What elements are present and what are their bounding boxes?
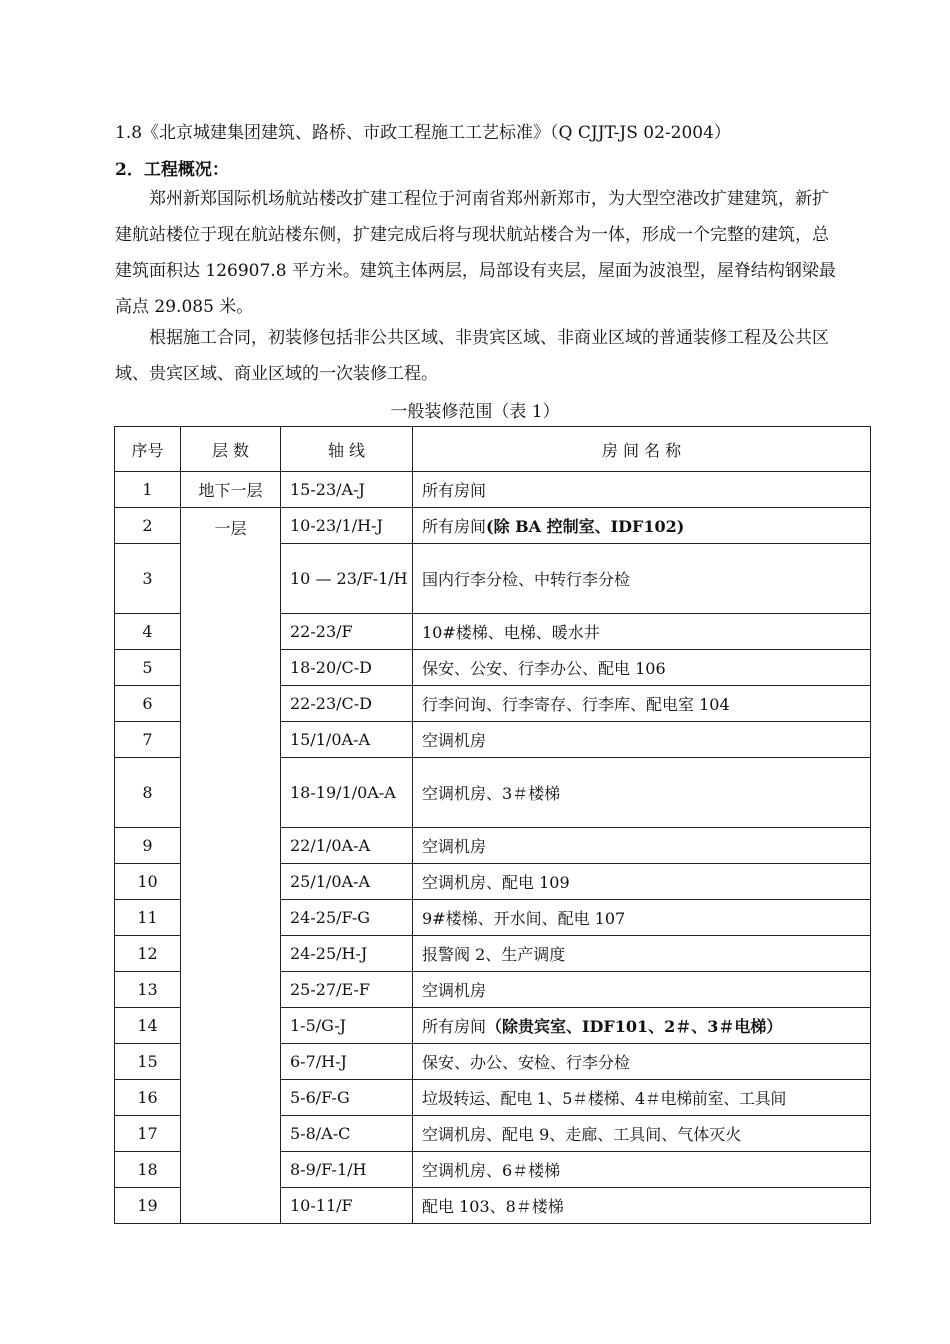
header-axis: 轴 线 xyxy=(281,427,413,472)
room-cell xyxy=(413,1008,871,1044)
row-number: 13 xyxy=(115,972,181,1008)
section-heading: 2．工程概况： xyxy=(115,160,229,180)
floor-cell: 一层 xyxy=(181,508,281,1224)
room-text: 报警阀 2、生产调度 xyxy=(422,945,566,964)
row-number: 16 xyxy=(115,1080,181,1116)
axis-cell: 22/1/0A-A xyxy=(281,828,413,864)
axis-cell: 1-5/G-J xyxy=(281,1008,413,1044)
room-text: 配电 103、8＃楼梯 xyxy=(422,1197,564,1216)
room-cell xyxy=(413,686,871,722)
row-number: 12 xyxy=(115,936,181,972)
room-cell xyxy=(413,1188,871,1224)
room-text: 所有房间 xyxy=(422,517,487,536)
axis-cell: 10-23/1/H-J xyxy=(281,508,413,544)
axis-cell: 5-8/A-C xyxy=(281,1116,413,1152)
row-number: 1 xyxy=(115,472,181,508)
row-number: 19 xyxy=(115,1188,181,1224)
room-cell xyxy=(413,722,871,758)
room-cell xyxy=(413,1116,871,1152)
overview-paragraph-2-text: 根据施工合同，初装修包括非公共区域、非贵宾区域、非商业区域的普通装修工程及公共区域、贵宾区域、商业区域的一次装修工程。 xyxy=(115,328,829,384)
room-text: 所有房间 xyxy=(422,1017,487,1036)
room-text: 9#楼梯、开水间、配电 107 xyxy=(422,909,626,928)
room-cell xyxy=(413,758,871,828)
room-text: 行李问询、行李寄存、行李库、配电室 104 xyxy=(422,695,730,714)
room-text: 10#楼梯、电梯、暖水井 xyxy=(422,623,600,642)
room-cell xyxy=(413,1152,871,1188)
floor-cell: 地下一层 xyxy=(181,472,281,508)
table-row xyxy=(115,508,871,544)
axis-cell: 24-25/F-G xyxy=(281,900,413,936)
row-number: 6 xyxy=(115,686,181,722)
room-cell xyxy=(413,544,871,614)
room-text: 所有房间 xyxy=(422,481,487,500)
axis-cell: 10 — 23/F-1/H xyxy=(281,544,413,614)
room-text: 保安、办公、安检、行李分检 xyxy=(422,1053,631,1072)
row-number: 15 xyxy=(115,1044,181,1080)
room-cell xyxy=(413,614,871,650)
axis-cell: 5-6/F-G xyxy=(281,1080,413,1116)
room-cell xyxy=(413,1044,871,1080)
room-cell xyxy=(413,1080,871,1116)
room-text: 垃圾转运、配电 1、5＃楼梯、4＃电梯前室、工具间 xyxy=(422,1089,787,1108)
overview-paragraph-1-text: 郑州新郑国际机场航站楼改扩建工程位于河南省郑州新郑市，为大型空港改扩建建筑，新扩建航站楼位于现在航站楼东侧，扩建完成后将与现状航站楼合为一体，形成一个完整的建筑，总建筑面积达 126907.8 平方米。建筑主体两层，局部设有夹层，屋面为波浪型，屋脊结构钢梁最高点 29.085 米。 xyxy=(115,189,836,317)
room-cell xyxy=(413,900,871,936)
row-number: 3 xyxy=(115,544,181,614)
room-text: 空调机房、6＃楼梯 xyxy=(422,1161,561,1180)
room-text: 空调机房、3＃楼梯 xyxy=(422,784,561,803)
overview-paragraph-1 xyxy=(115,181,845,325)
axis-cell: 25-27/E-F xyxy=(281,972,413,1008)
room-text: 空调机房、配电 109 xyxy=(422,873,570,892)
room-exception: (除 BA 控制室、IDF102) xyxy=(486,517,685,536)
room-cell xyxy=(413,972,871,1008)
axis-cell: 18-19/1/0A-A xyxy=(281,758,413,828)
room-text: 空调机房 xyxy=(422,981,487,1000)
room-cell xyxy=(413,650,871,686)
room-cell xyxy=(413,828,871,864)
row-number: 8 xyxy=(115,758,181,828)
room-cell xyxy=(413,936,871,972)
axis-cell: 24-25/H-J xyxy=(281,936,413,972)
room-text: 国内行李分检、中转行李分检 xyxy=(422,570,631,589)
row-number: 2 xyxy=(115,508,181,544)
table-row xyxy=(115,472,871,508)
axis-cell: 8-9/F-1/H xyxy=(281,1152,413,1188)
room-cell xyxy=(413,472,871,508)
row-number: 14 xyxy=(115,1008,181,1044)
row-number: 17 xyxy=(115,1116,181,1152)
room-text: 空调机房 xyxy=(422,837,487,856)
axis-cell: 25/1/0A-A xyxy=(281,864,413,900)
row-number: 4 xyxy=(115,614,181,650)
standard-reference: 1.8《北京城建集团建筑、路桥、市政工程施工工艺标准》（Q CJJT-JS 02-2004） xyxy=(115,123,731,143)
row-number: 5 xyxy=(115,650,181,686)
room-text: 空调机房、配电 9、走廊、工具间、气体灭火 xyxy=(422,1125,742,1144)
room-cell xyxy=(413,864,871,900)
axis-cell: 15/1/0A-A xyxy=(281,722,413,758)
row-number: 11 xyxy=(115,900,181,936)
decoration-scope-table xyxy=(114,426,871,1224)
row-number: 18 xyxy=(115,1152,181,1188)
room-text: 保安、公安、行李办公、配电 106 xyxy=(422,659,666,678)
room-text: 空调机房 xyxy=(422,731,487,750)
header-room-name: 房 间 名 称 xyxy=(413,427,871,472)
axis-cell: 6-7/H-J xyxy=(281,1044,413,1080)
header-number: 序号 xyxy=(115,427,181,472)
row-number: 7 xyxy=(115,722,181,758)
axis-cell: 10-11/F xyxy=(281,1188,413,1224)
room-exception: （除贵宾室、IDF101、2＃、3＃电梯） xyxy=(486,1017,783,1036)
axis-cell: 22-23/C-D xyxy=(281,686,413,722)
row-number: 10 xyxy=(115,864,181,900)
axis-cell: 18-20/C-D xyxy=(281,650,413,686)
axis-cell: 22-23/F xyxy=(281,614,413,650)
table-caption: 一般装修范围（表 1） xyxy=(390,402,560,422)
axis-cell: 15-23/A-J xyxy=(281,472,413,508)
room-cell xyxy=(413,508,871,544)
overview-paragraph-2 xyxy=(115,320,845,392)
header-floor: 层 数 xyxy=(181,427,281,472)
row-number: 9 xyxy=(115,828,181,864)
